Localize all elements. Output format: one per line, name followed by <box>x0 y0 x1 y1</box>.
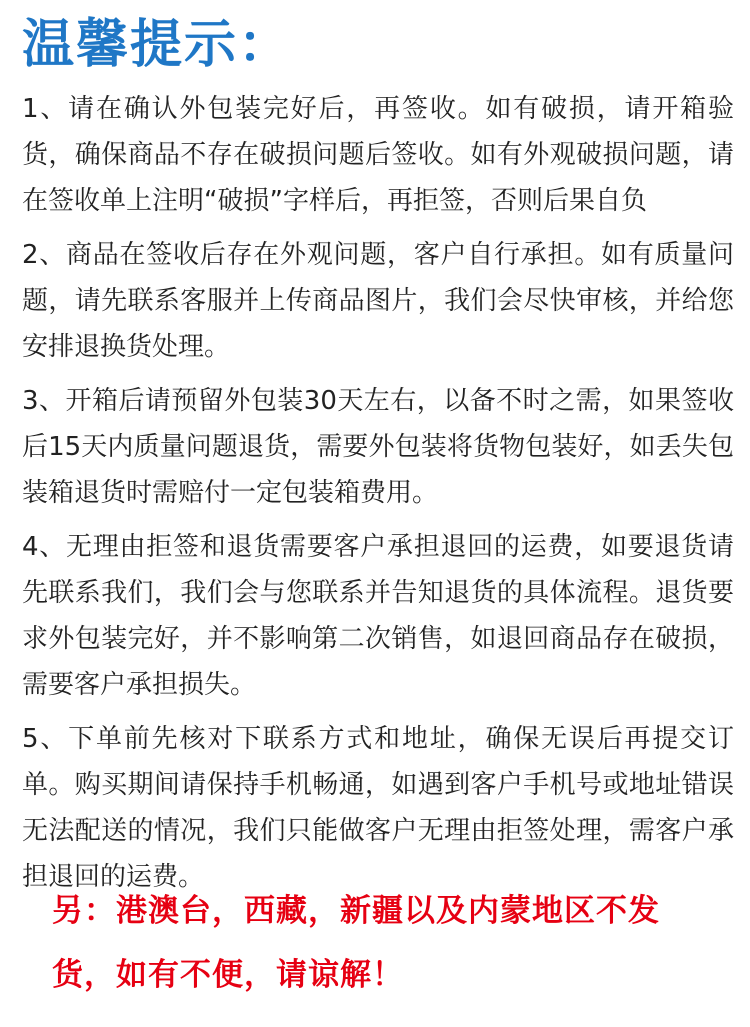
notice-list <box>22 86 734 908</box>
notice-item-2: 2、商品在签收后存在外观问题，客户自行承担。如有质量问题，请先联系客服并上传商品图片，我们会尽快审核，并给您安排退换货处理。 <box>22 240 734 362</box>
notice-item-3: 3、开箱后请预留外包装30天左右，以备不时之需，如果签收后15天内质量问题退货，需要外包装将货物包装好，如丢失包装箱退货时需赔付一定包装箱费用。 <box>22 386 734 508</box>
notice-item-5: 5、下单前先核对下联系方式和地址，确保无误后再提交订单。购买期间请保持手机畅通，如遇到客户手机号或地址错误无法配送的情况，我们只能做客户无理由拒签处理，需客户承担退回的运费。 <box>22 724 734 892</box>
notice-item-4: 4、无理由拒签和退货需要客户承担退回的运费，如要退货请先联系我们，我们会与您联系并告知退货的具体流程。退货要求外包装完好，并不影响第二次销售，如退回商品存在破损，需要客户承担损失。 <box>22 532 734 700</box>
page-title: 温馨提示： <box>22 15 293 75</box>
notice-item-1: 1、请在确认外包装完好后，再签收。如有破损，请开箱验货，确保商品不存在破损问题后签收。如有外观破损问题，请在签收单上注明“破损”字样后，再拒签，否则后果自负 <box>22 94 734 216</box>
shipping-restriction-note: 另：港澳台，西藏，新疆以及内蒙地区不发货，如有不便，请谅解！ <box>52 893 660 993</box>
